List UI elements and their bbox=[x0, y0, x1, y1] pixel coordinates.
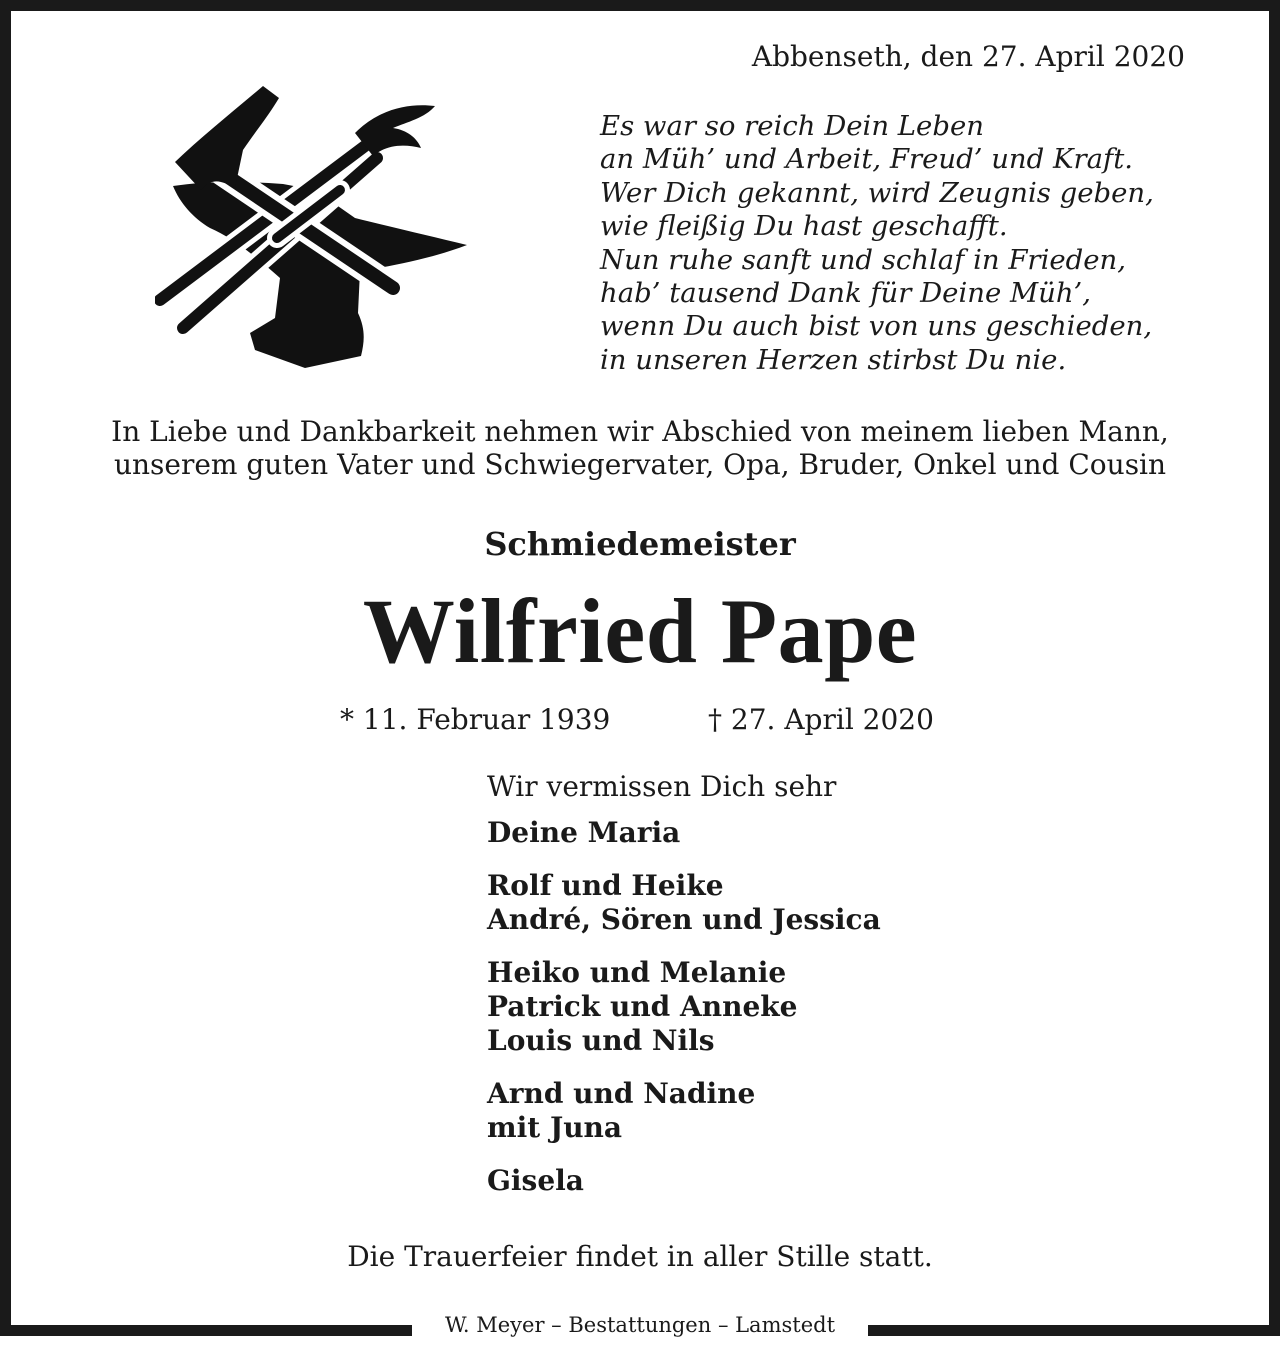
place-date: Abbenseth, den 27. April 2020 bbox=[751, 40, 1185, 73]
mourner-line: André, Sören und Jessica bbox=[487, 903, 881, 936]
mourner-line: Louis und Nils bbox=[487, 1024, 715, 1057]
poem-line: an Müh’ und Arbeit, Freud’ und Kraft. bbox=[600, 143, 1134, 176]
blacksmith-anvil-hammer-tongs-icon bbox=[155, 78, 475, 378]
border-bottom-right bbox=[868, 1325, 1280, 1336]
mourner-group bbox=[487, 1077, 881, 1145]
intro-line: unserem guten Vater und Schwiegervater, Opa, Bruder, Onkel und Cousin bbox=[113, 448, 1167, 481]
mourners-intro: Wir vermissen Dich sehr bbox=[487, 770, 837, 803]
border-bottom-left bbox=[0, 1325, 412, 1336]
mourner-line: mit Juna bbox=[487, 1111, 623, 1144]
poem-line: in unseren Herzen stirbst Du nie. bbox=[600, 343, 1067, 376]
mourners-list bbox=[487, 770, 881, 1217]
mourner-line: Gisela bbox=[487, 1164, 584, 1197]
intro-line: In Liebe und Dankbarkeit nehmen wir Abschied von meinem lieben Mann, bbox=[111, 415, 1169, 448]
mourner-line: Patrick und Anneke bbox=[487, 990, 798, 1023]
farewell-intro bbox=[0, 415, 1280, 481]
mourner-line: Rolf und Heike bbox=[487, 869, 724, 902]
deceased-name: Wilfried Pape bbox=[362, 580, 918, 682]
poem-line: Nun ruhe sanft und schlaf in Frieden, bbox=[600, 243, 1126, 276]
profession-title: Schmiedemeister bbox=[484, 525, 796, 563]
mourner-group bbox=[487, 956, 881, 1058]
mourner-line: Arnd und Nadine bbox=[487, 1077, 756, 1110]
poem-line: Es war so reich Dein Leben bbox=[600, 110, 984, 142]
poem-line: Wer Dich gekannt, wird Zeugnis geben, bbox=[600, 176, 1154, 209]
mourner-group bbox=[487, 816, 881, 850]
poem bbox=[600, 110, 1154, 377]
poem-line: wenn Du auch bist von uns geschieden, bbox=[600, 310, 1153, 343]
mourner-group bbox=[487, 869, 881, 937]
mourner-group bbox=[487, 1164, 881, 1198]
poem-line: hab’ tausend Dank für Deine Müh’, bbox=[600, 277, 1092, 310]
undertaker-footer: W. Meyer – Bestattungen – Lamstedt bbox=[444, 1313, 836, 1337]
poem-line: wie fleißig Du hast geschafft. bbox=[600, 210, 1008, 243]
border-top bbox=[0, 0, 1280, 11]
mourner-line: Heiko und Melanie bbox=[487, 956, 787, 989]
funeral-note: Die Trauerfeier findet in aller Stille statt. bbox=[347, 1240, 933, 1273]
mourner-line: Deine Maria bbox=[487, 816, 681, 849]
birth-date: * 11. Februar 1939 bbox=[340, 703, 611, 736]
death-date: † 27. April 2020 bbox=[708, 703, 934, 736]
